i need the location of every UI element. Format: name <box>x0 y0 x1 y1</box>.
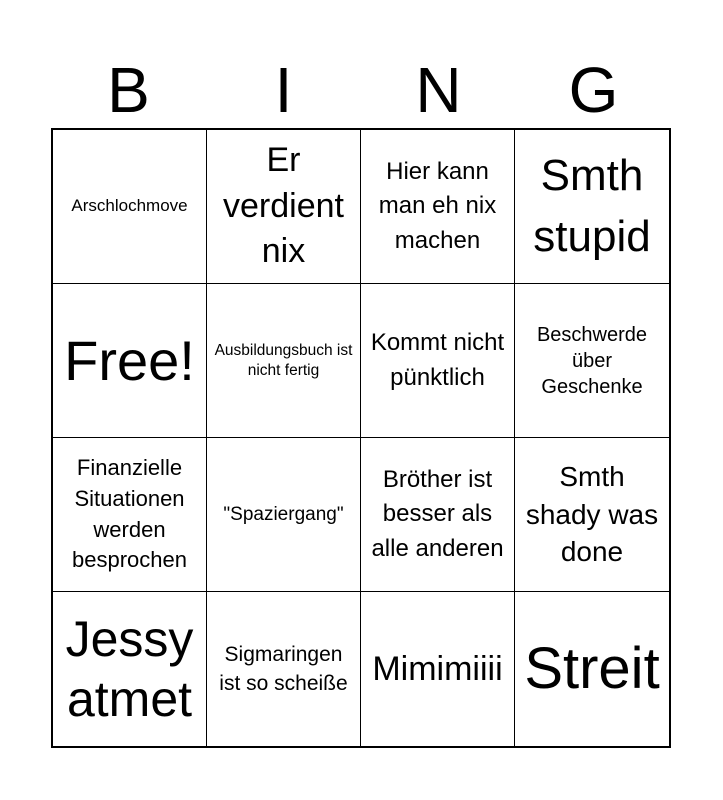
bingo-cell[interactable] <box>515 284 669 438</box>
bingo-cell-text: Hier kann man eh nix machen <box>378 158 497 254</box>
bingo-cell-text: Mimimiiii <box>372 649 503 688</box>
bingo-cell-text: Streit <box>524 636 660 702</box>
bingo-cell[interactable] <box>361 284 515 438</box>
bingo-cell-text: Arschlochmove <box>71 196 188 216</box>
header-letter-b: B <box>107 54 150 126</box>
bingo-cell-text: Er verdient nix <box>223 141 344 271</box>
bingo-cell-text: "Spaziergang" <box>223 503 344 525</box>
bingo-cell[interactable] <box>361 130 515 284</box>
header-letter-i: I <box>274 54 293 126</box>
bingo-cell-text: Jessy atmet <box>65 611 194 727</box>
bingo-cell-text: Smth stupid <box>533 150 651 261</box>
bingo-cell[interactable] <box>53 130 207 284</box>
bingo-cell[interactable] <box>361 592 515 746</box>
bingo-cell[interactable] <box>207 592 361 746</box>
bingo-header <box>51 52 671 128</box>
bingo-cell-text: Sigmaringen ist so scheiße <box>219 642 348 695</box>
bingo-cell-text: Ausbildungsbuch ist nicht fertig <box>214 342 353 379</box>
bingo-cell[interactable] <box>207 130 361 284</box>
bingo-cell[interactable] <box>361 438 515 592</box>
bingo-cell[interactable] <box>515 592 669 746</box>
bingo-cell[interactable] <box>53 438 207 592</box>
bingo-cell-text: Bröther ist besser als alle anderen <box>371 466 504 562</box>
bingo-cell-text: Smth shady was done <box>525 460 659 568</box>
bingo-grid <box>51 128 671 748</box>
bingo-cell-text: Kommt nicht pünktlich <box>370 329 505 391</box>
bingo-cell[interactable] <box>207 284 361 438</box>
free-cell[interactable] <box>53 284 207 438</box>
bingo-cell[interactable] <box>515 438 669 592</box>
header-letter-g: G <box>568 54 619 126</box>
bingo-cell[interactable] <box>53 592 207 746</box>
bingo-cell-text: Free! <box>64 328 195 392</box>
bingo-cell[interactable] <box>207 438 361 592</box>
bingo-cell-text: Beschwerde über Geschenke <box>536 323 648 398</box>
bingo-cell-text: Finanzielle Situationen werden besprochen <box>72 454 187 573</box>
header-letter-n: N <box>415 54 462 126</box>
bingo-cell[interactable] <box>515 130 669 284</box>
